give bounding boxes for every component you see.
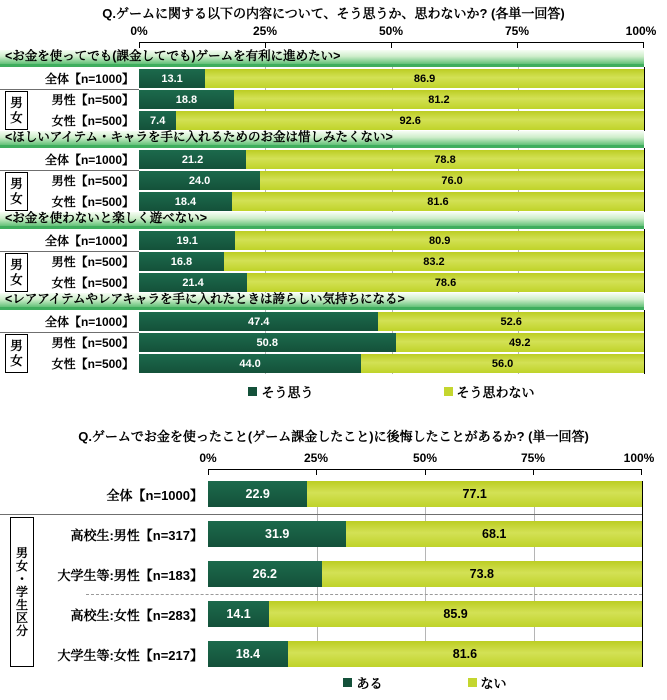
chart1-section [0,131,667,212]
chart-row [0,90,667,109]
chart-row [0,641,667,667]
legend-item-agree [248,382,313,401]
row-label: 全体【n=1000】 [44,315,134,329]
bar-segment-disagree: 86.9 [205,69,644,88]
stacked-bar [139,111,644,130]
row-label: 女性【n=500】 [51,357,134,371]
stacked-bar [139,252,644,271]
bar-segment-agree: 24.0 [139,171,260,190]
chart1-tick-50: 50% [378,24,404,38]
section-rows [0,69,667,130]
group-label-char: 男 [10,338,23,353]
chart1-legend [139,382,644,401]
chart1-sections [0,50,667,374]
group-label-char: ・ [15,571,28,586]
chart-row [0,558,667,587]
chart-row [0,597,667,627]
bar-segment-disagree: 73.8 [322,561,642,587]
group-label-char: 男 [10,95,23,110]
group-label-char: 男 [10,176,23,191]
legend-item-disagree [444,382,535,401]
chart-row [0,252,667,271]
chart2-tick-75: 75% [520,451,546,465]
section-heading: <お金を使わないと楽しく遊べない> [0,212,644,229]
stacked-bar [139,231,644,250]
row-label: 男性【n=500】 [51,93,134,107]
row-label: 大学生等:女性【n=217】 [57,647,203,663]
stacked-bar [139,354,644,373]
bar-segment-disagree: 83.2 [224,252,644,271]
chart1-tickmark [643,43,644,48]
chart2-tick-25: 25% [303,451,329,465]
gender-group-box [5,253,28,292]
chart1-title: Q.ゲームに関する以下の内容について、そう思うか、思わないか? (各単一回答) [102,6,565,21]
bar-segment-disagree: 76.0 [260,171,644,190]
group-label-char: 学 [15,584,28,599]
bar-segment-disagree: 78.6 [247,273,644,292]
chart2-tickmark [533,470,534,475]
no-swatch-icon [468,678,477,687]
group-label-char: 女 [10,272,23,287]
bar-segment-agree: 19.1 [139,231,235,250]
row-label: 全体【n=1000】 [44,72,134,86]
bar-segment-agree: 7.4 [139,111,176,130]
row-label: 女性【n=500】 [51,195,134,209]
group-label-char: 女 [10,353,23,368]
row-label: 女性【n=500】 [51,114,134,128]
bar-segment-agree: 26.2 [208,561,322,587]
chart-row [0,111,667,130]
chart2-axis [0,451,667,475]
bar-segment-disagree: 81.6 [232,192,644,211]
chart2-tickmark [425,470,426,475]
bar-segment-agree: 16.8 [139,252,224,271]
chart2-regret [0,423,667,692]
yes-swatch-icon [343,678,352,687]
chart2-tickmark [641,470,642,475]
legend-label-disagree: そう思わない [456,385,535,400]
bar-segment-disagree: 92.6 [176,111,644,130]
bar-segment-agree: 21.4 [139,273,247,292]
bar-segment-agree: 31.9 [208,521,346,547]
stacked-bar [139,192,644,211]
bar-segment-disagree: 68.1 [346,521,642,547]
chart1-axis [0,24,667,48]
bar-segment-agree: 21.2 [139,150,246,169]
gender-group-box [5,172,28,211]
section-heading: <ほしいアイテム・キャラを手に入れるためのお金は惜しみたくない> [0,131,644,148]
row-label: 男性【n=500】 [51,174,134,188]
chart-row [0,333,667,352]
legend-label-no: ない [480,676,507,691]
section-rows [0,231,667,292]
chart1-section [0,293,667,374]
bar-segment-disagree: 77.1 [307,481,642,507]
student-group-box [10,517,34,667]
chart2-tick-50: 50% [412,451,438,465]
total-row-separator [0,514,642,515]
chart2-tick-100: 100% [623,451,655,465]
chart1-tickmark [265,43,266,48]
chart1-tick-0: 0% [130,24,148,38]
bar-segment-agree: 22.9 [208,481,307,507]
chart1-tickmark [391,43,392,48]
bar-segment-disagree: 49.2 [396,333,644,352]
bar-segment-disagree: 52.6 [378,312,644,331]
row-label: 男性【n=500】 [51,336,134,350]
total-row-separator [0,251,139,252]
group-label-char: 女 [10,191,23,206]
group-label-char: 男 [15,545,28,560]
legend-label-agree: そう思う [261,385,314,400]
chart-row [0,354,667,373]
stacked-bar [208,481,642,507]
stacked-bar [208,641,642,667]
chart1-tick-100: 100% [625,24,657,38]
total-row-separator [0,170,139,171]
bar-segment-disagree: 78.8 [246,150,644,169]
group-label-char: 区 [15,610,28,625]
stacked-bar [139,312,644,331]
row-label: 全体【n=1000】 [106,487,203,503]
section-heading: <お金を使ってでも(課金してでも)ゲームを有利に進めたい> [0,50,644,67]
legend-item-yes [343,673,382,692]
row-label: 全体【n=1000】 [44,153,134,167]
bar-segment-agree: 13.1 [139,69,205,88]
bar-segment-agree: 14.1 [208,601,269,627]
chart1-tick-75: 75% [504,24,530,38]
chart1-tickmark [139,43,140,48]
stacked-bar [139,150,644,169]
section-rows [0,312,667,373]
chart-row [0,312,667,331]
chart2-title: Q.ゲームでお金を使ったこと(ゲーム課金したこと)に後悔したことがあるか? (単一回答) [78,429,589,444]
row-label: 女性【n=500】 [51,276,134,290]
chart2-tickmark [316,470,317,475]
row-label: 大学生等:男性【n=183】 [57,567,203,583]
gender-group-box [5,334,28,373]
row-label: 高校生:男性【n=317】 [70,527,203,543]
stacked-bar [139,273,644,292]
chart2-tickmark [208,470,209,475]
chart2-row-list [0,481,667,667]
section-heading: <レアアイテムやレアキャラを手に入れたときは誇らしい気持ちになる> [0,293,644,310]
group-label-char: 生 [15,597,28,612]
stacked-bar [139,171,644,190]
chart1-tickmark [517,43,518,48]
group-label-char: 女 [10,110,23,125]
bar-segment-disagree: 85.9 [269,601,642,627]
group-label-char: 女 [15,558,28,573]
bar-segment-disagree: 81.6 [288,641,642,667]
stacked-bar [139,90,644,109]
stacked-bar [208,561,642,587]
male-female-separator [86,594,642,595]
chart-row [0,231,667,250]
chart2-rows [0,481,667,667]
legend-item-no [468,673,507,692]
chart2-tick-0: 0% [199,451,217,465]
chart1-tick-25: 25% [252,24,278,38]
stacked-bar [139,333,644,352]
row-label: 高校生:女性【n=283】 [70,607,203,623]
chart2-legend [208,673,642,692]
total-row-separator [0,89,139,90]
group-label-char: 男 [10,257,23,272]
total-row-separator [0,332,139,333]
chart1-section [0,50,667,131]
chart1-section [0,212,667,293]
bar-segment-agree: 18.8 [139,90,234,109]
bar-segment-agree: 50.8 [139,333,396,352]
row-label: 全体【n=1000】 [44,234,134,248]
chart-row [0,481,667,507]
bar-segment-agree: 47.4 [139,312,378,331]
chart-row [0,69,667,88]
row-label: 男性【n=500】 [51,255,134,269]
disagree-swatch-icon [444,387,453,396]
section-rows [0,150,667,211]
stacked-bar [139,69,644,88]
chart-row [0,521,667,547]
bar-segment-agree: 44.0 [139,354,361,373]
bar-segment-disagree: 81.2 [234,90,644,109]
agree-swatch-icon [248,387,257,396]
legend-label-yes: ある [356,676,383,691]
stacked-bar [208,521,642,547]
chart-row [0,171,667,190]
gender-group-box [5,91,28,130]
chart-row [0,192,667,211]
chart-row [0,273,667,292]
bar-segment-disagree: 80.9 [235,231,644,250]
stacked-bar [208,601,642,627]
chart-row [0,150,667,169]
bar-segment-agree: 18.4 [139,192,232,211]
bar-segment-agree: 18.4 [208,641,288,667]
bar-segment-disagree: 56.0 [361,354,644,373]
group-label-char: 分 [15,623,28,638]
